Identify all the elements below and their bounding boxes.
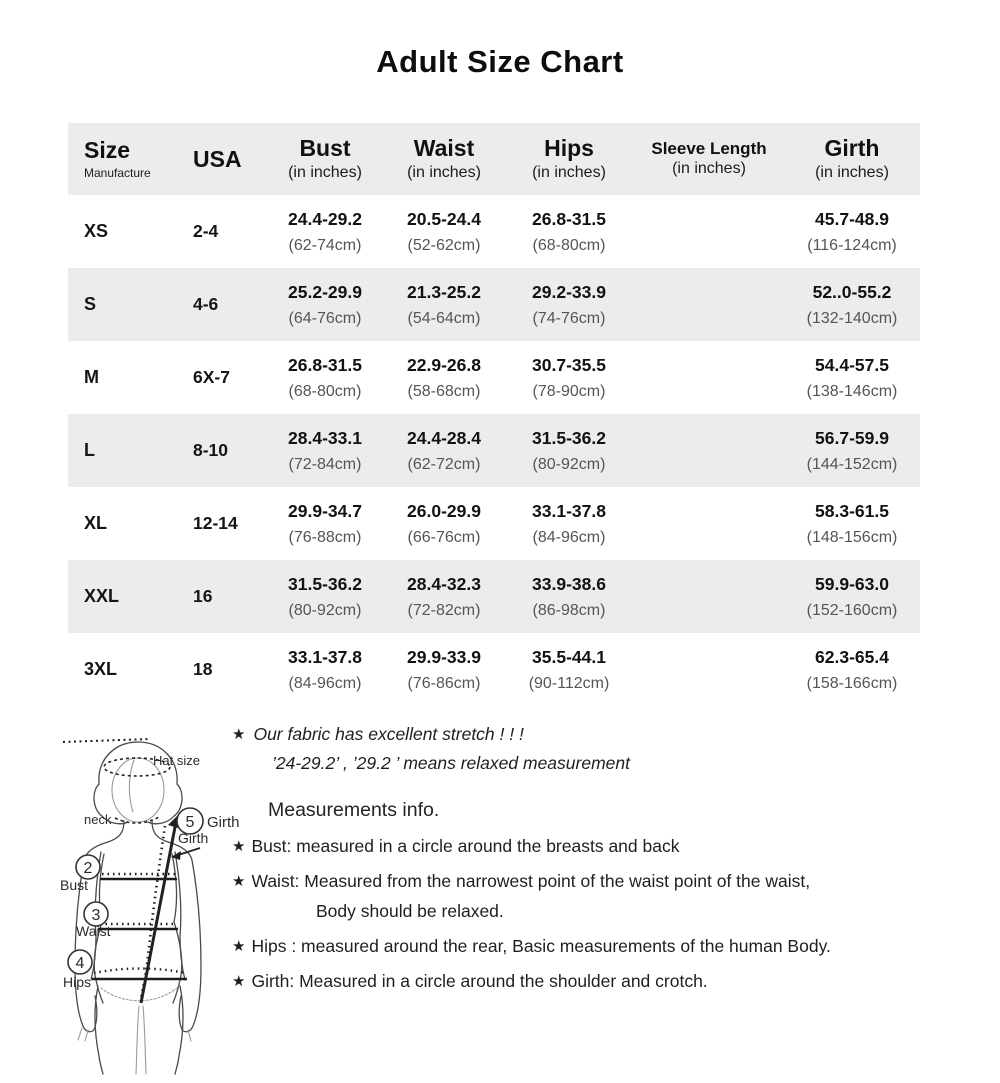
number-2: 2 [83, 860, 93, 877]
col-header-girth: Girth (in inches) [784, 123, 920, 195]
star-icon: ★ [232, 938, 246, 955]
hips-value: 33.1-37.8 (84-96cm) [532, 500, 606, 546]
size-value: L [84, 440, 95, 460]
hat-size-label: Hat size [153, 753, 200, 768]
girth-value: 62.3-65.4 (158-166cm) [806, 646, 898, 692]
right-arm-inner [175, 852, 185, 980]
col-header-hips: Hips (in inches) [504, 123, 634, 195]
usa-value: 18 [193, 659, 213, 679]
col-header-bust: Bust (in inches) [266, 123, 384, 195]
table-row [68, 560, 920, 633]
waist-value: 24.4-28.4 (62-72cm) [407, 427, 481, 473]
bust-value: 24.4-29.2 (62-74cm) [288, 208, 362, 254]
sleeve-value [634, 341, 784, 414]
hips-note: ★ Hips : measured around the rear, Basic measurements of the human Body. [232, 936, 831, 956]
sleeve-value [634, 633, 784, 706]
size-value: 3XL [84, 659, 118, 679]
usa-value: 16 [193, 586, 213, 606]
waist-label: Waist [76, 923, 111, 939]
bust-value: 33.1-37.8 (84-96cm) [288, 646, 362, 692]
usa-value: 6X-7 [193, 367, 230, 387]
star-icon: ★ [232, 838, 246, 855]
girth-value: 54.4-57.5 (138-146cm) [806, 354, 898, 400]
star-icon: ★ [232, 726, 246, 743]
girth-value: 58.3-61.5 (148-156cm) [806, 500, 898, 546]
girth-note: ★ Girth: Measured in a circle around the shoulder and crotch. [232, 971, 708, 991]
usa-value: 12-14 [193, 513, 238, 533]
size-value: XS [84, 221, 109, 241]
girth-dotted-line [141, 826, 165, 998]
col-header-sleeve-length: Sleeve Length (in inches) [634, 123, 784, 195]
bust-value: 26.8-31.5 (68-80cm) [288, 354, 362, 400]
size-value: S [84, 294, 97, 314]
girth-value: 59.9-63.0 (152-160cm) [806, 573, 898, 619]
body-measurement-diagram [38, 726, 256, 1078]
star-icon: ★ [232, 973, 246, 990]
star-icon: ★ [232, 873, 246, 890]
inner-legs [136, 1006, 146, 1074]
girth-value: 52..0-55.2 (132-140cm) [806, 281, 898, 327]
neck-label: neck [84, 812, 112, 827]
col-header-usa: USA [178, 123, 266, 195]
waist-value: 26.0-29.9 (66-76cm) [407, 500, 481, 546]
sleeve-value [634, 560, 784, 633]
col-header-waist: Waist (in inches) [384, 123, 504, 195]
waist-value: 28.4-32.3 (72-82cm) [407, 573, 481, 619]
table-row [68, 633, 920, 706]
measurements-info-heading: Measurements info. [268, 799, 440, 821]
girth-measure-line [141, 822, 176, 1003]
waist-value: 29.9-33.9 (76-86cm) [407, 646, 481, 692]
hips-value: 31.5-36.2 (80-92cm) [532, 427, 606, 473]
table-row [68, 414, 920, 487]
panty-line [101, 988, 177, 1001]
usa-value: 4-6 [193, 294, 219, 314]
size-value: XL [84, 513, 108, 533]
sleeve-value [634, 195, 784, 268]
page-title: Adult Size Chart [376, 44, 624, 79]
number-4: 4 [75, 955, 85, 972]
stretch-note: ★ Our fabric has excellent stretch ! ! ! [232, 724, 524, 744]
hips-value: 33.9-38.6 (86-98cm) [532, 573, 606, 619]
table-header-row [68, 123, 920, 195]
waist-note: ★ Waist: Measured from the narrowest point of the waist point of the waist, [232, 871, 811, 891]
hair-inner-stroke [129, 760, 134, 812]
waist-value: 20.5-24.4 (52-62cm) [407, 208, 481, 254]
girth-value: 45.7-48.9 (116-124cm) [807, 208, 897, 254]
sleeve-value [634, 414, 784, 487]
girth-arrow-label: Girth [178, 830, 209, 846]
sleeve-value [634, 268, 784, 341]
bust-value: 28.4-33.1 (72-84cm) [288, 427, 362, 473]
waist-note-continued: Body should be relaxed. [316, 901, 504, 921]
col-header-size: Size Manufacture [68, 123, 178, 195]
waist-value: 21.3-25.2 (54-64cm) [407, 281, 481, 327]
waist-value: 22.9-26.8 (58-68cm) [407, 354, 481, 400]
size-value: M [84, 367, 99, 387]
bust-note: ★ Bust: measured in a circle around the breasts and back [232, 836, 680, 856]
hips-value: 30.7-35.5 (78-90cm) [532, 354, 606, 400]
hips-label: Hips [63, 974, 92, 990]
hips-value: 29.2-33.9 (74-76cm) [532, 281, 606, 327]
table-row [68, 268, 920, 341]
hips-value: 35.5-44.1 (90-112cm) [528, 646, 610, 692]
relaxed-measurement-note: ’24-29.2’ , ’29.2 ’ means relaxed measurement [272, 753, 630, 773]
hips-value: 26.8-31.5 (68-80cm) [532, 208, 606, 254]
size-table [68, 123, 920, 706]
size-value: XXL [84, 586, 120, 606]
girth-label: Girth [207, 814, 240, 831]
sleeve-value [634, 487, 784, 560]
bust-value: 29.9-34.7 (76-88cm) [288, 500, 362, 546]
table-row [68, 341, 920, 414]
bust-value: 31.5-36.2 (80-92cm) [288, 573, 362, 619]
number-5: 5 [185, 814, 195, 831]
table-row [68, 195, 920, 268]
hips-dotted-line [94, 969, 185, 974]
usa-value: 8-10 [193, 440, 229, 460]
number-3: 3 [91, 907, 101, 924]
table-row [68, 487, 920, 560]
usa-value: 2-4 [193, 221, 219, 241]
bust-value: 25.2-29.9 (64-76cm) [288, 281, 362, 327]
measurement-notes [232, 724, 972, 992]
bust-label: Bust [60, 877, 89, 893]
girth-value: 56.7-59.9 (144-152cm) [806, 427, 898, 473]
